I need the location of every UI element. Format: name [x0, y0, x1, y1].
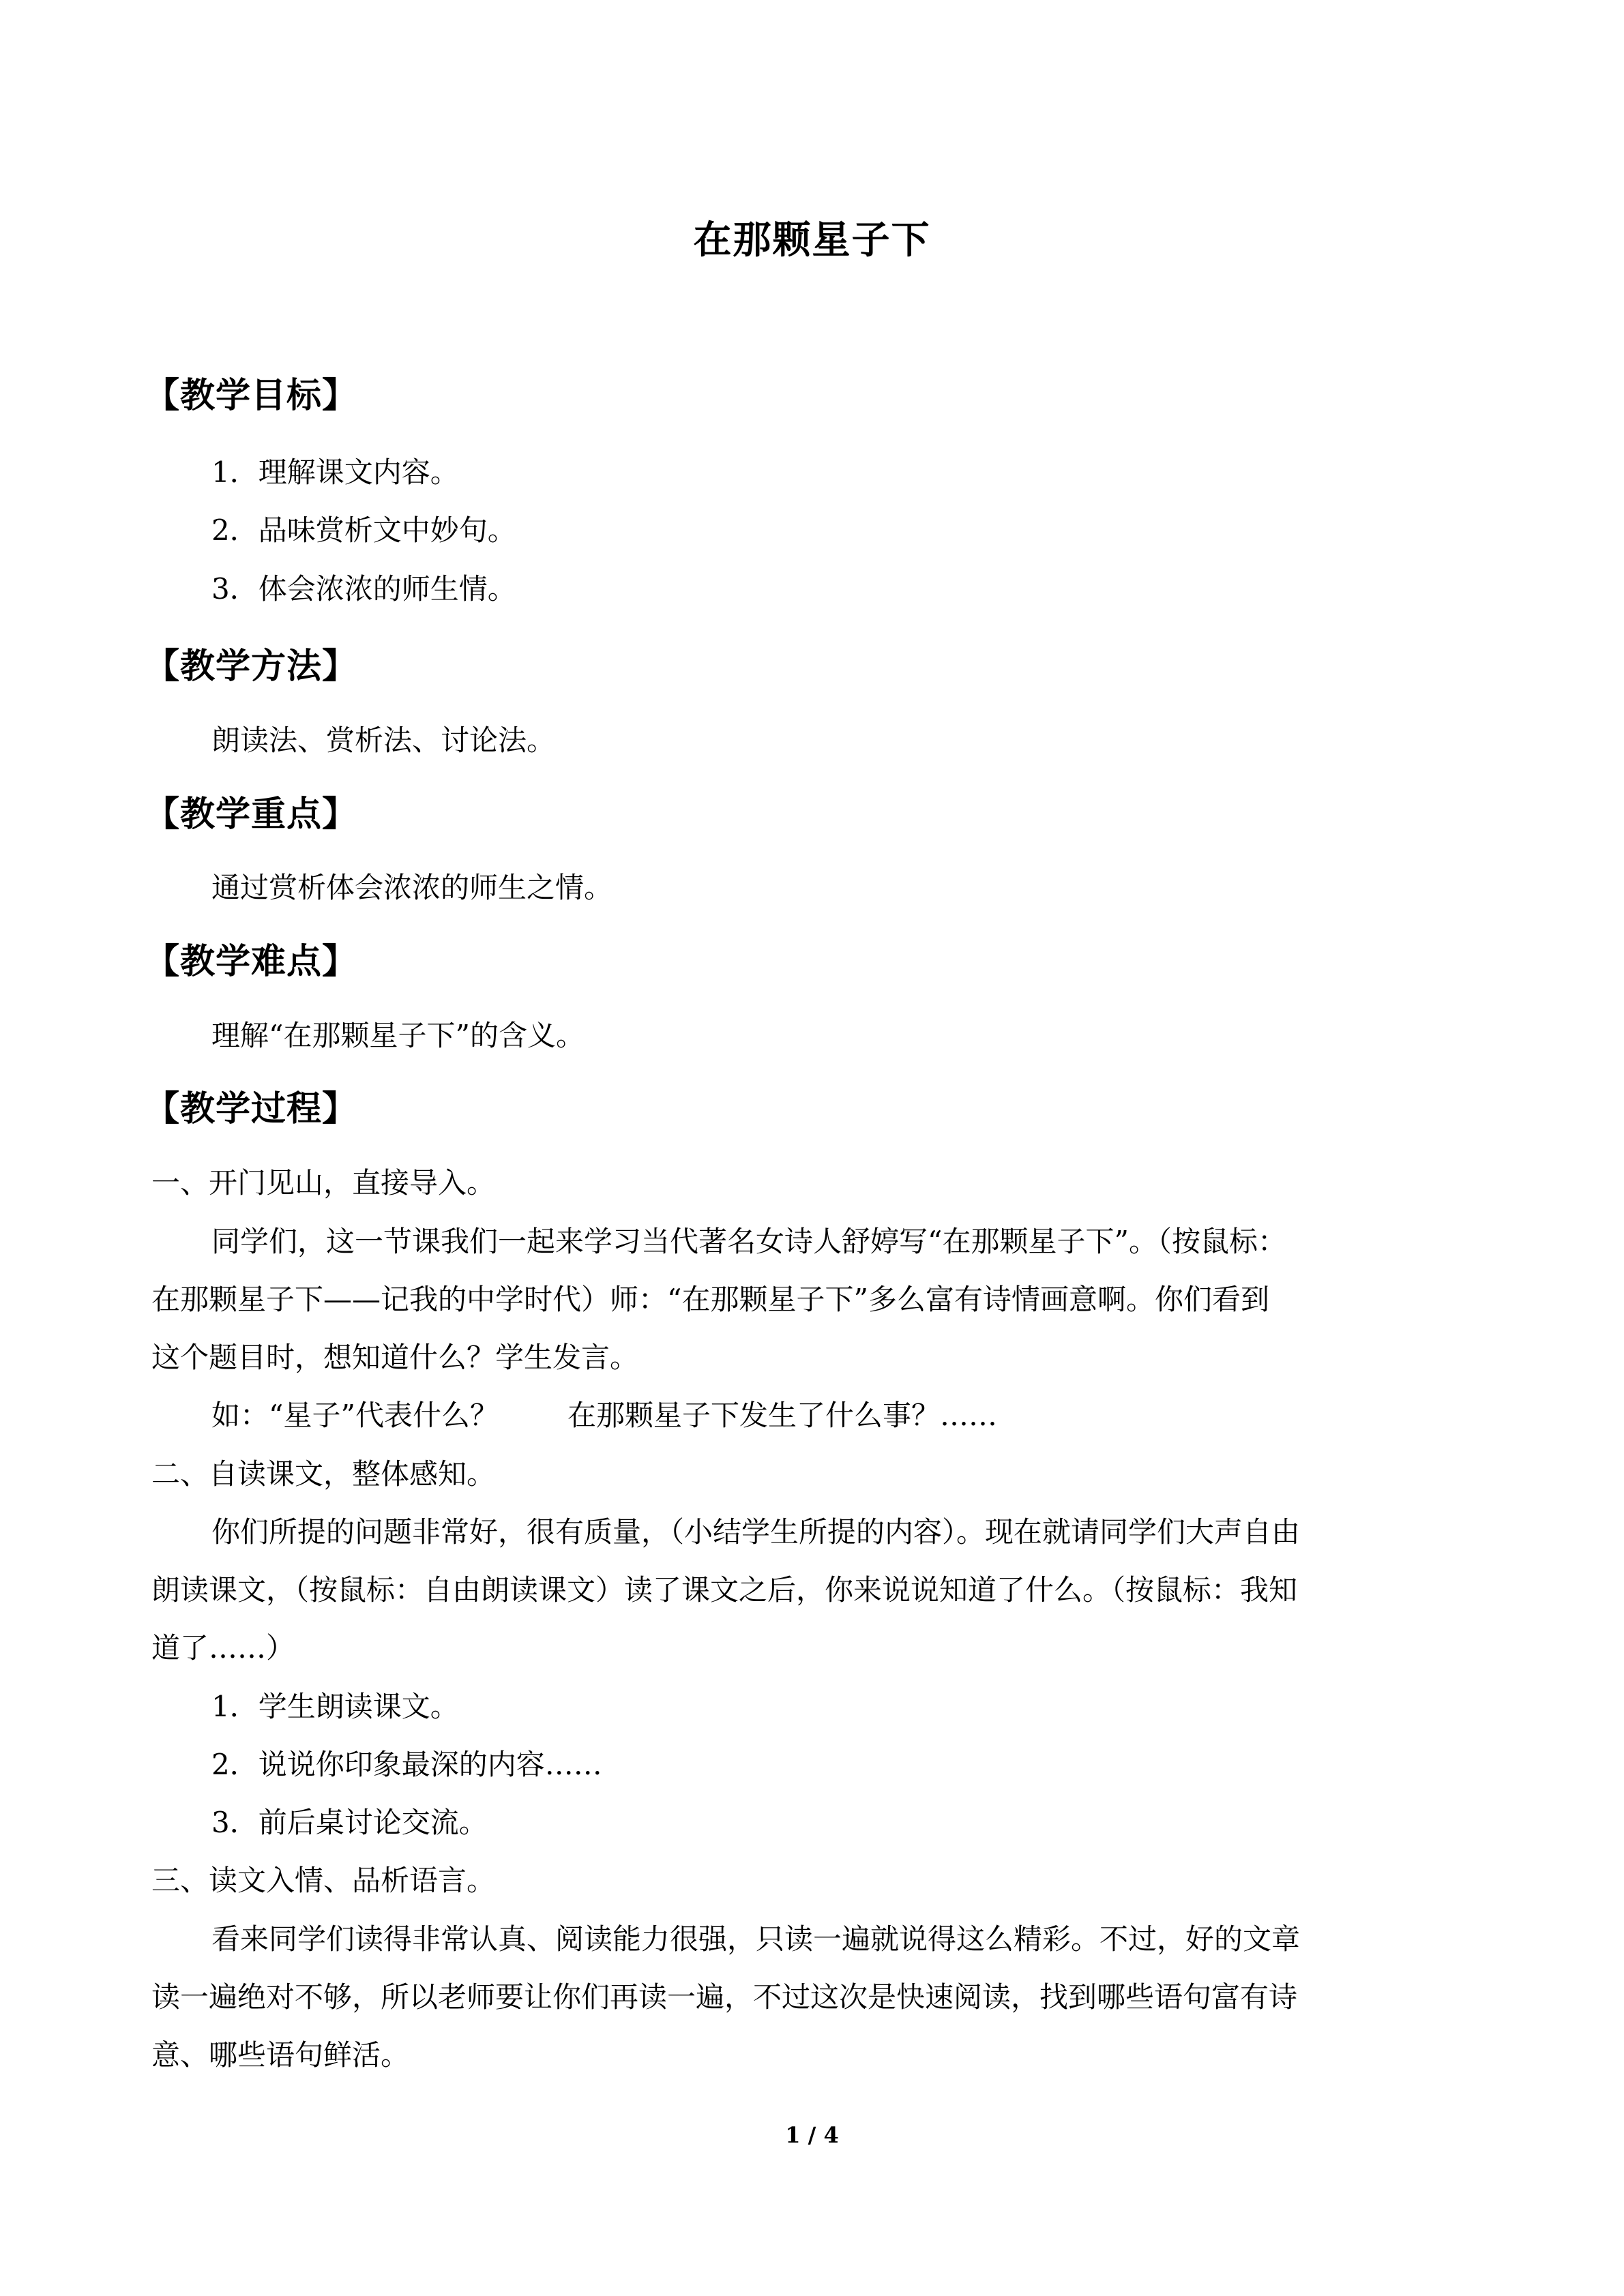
step3-title: 三、读文入情、品析语言。 [151, 1864, 496, 1897]
step2-para-line-3: 道了……） [151, 1631, 295, 1665]
heading-teaching-goals: 【教学目标】 [145, 376, 358, 416]
document-title: 在那颗星子下 [693, 218, 931, 263]
step1-para-line-3: 这个题目时，想知道什么？学生发言。 [151, 1341, 639, 1374]
step2-item-2: 2．说说你印象最深的内容…… [211, 1748, 602, 1781]
step2-title: 二、自读课文，整体感知。 [151, 1457, 496, 1491]
step3-para-line-1: 看来同学们读得非常认真、阅读能力很强，只读一遍就说得这么精彩。不过，好的文章 [211, 1922, 1301, 1956]
heading-difficulties: 【教学难点】 [145, 942, 358, 982]
step1-para-line-1: 同学们，这一节课我们一起来学习当代著名女诗人舒婷写“在那颗星子下”。（按鼠标： [211, 1225, 1286, 1258]
goal-item-2: 2．品味赏析文中妙句。 [211, 513, 516, 547]
step2-item-3: 3．前后桌讨论交流。 [211, 1806, 488, 1839]
step1-example-b: 在那颗星子下发生了什么事？…… [567, 1399, 998, 1432]
heading-teaching-process: 【教学过程】 [145, 1089, 358, 1129]
heading-teaching-methods: 【教学方法】 [145, 646, 358, 687]
step2-para-line-1: 你们所提的问题非常好，很有质量，（小结学生所提的内容）。现在就请同学们大声自由 [211, 1515, 1301, 1549]
step2-para-line-2: 朗读课文，（按鼠标：自由朗读课文）读了课文之后，你来说说知道了什么。（按鼠标：我知 [151, 1573, 1298, 1607]
methods-text: 朗读法、赏析法、讨论法。 [211, 724, 556, 757]
step1-para-line-2: 在那颗星子下——记我的中学时代）师：“在那颗星子下”多么富有诗情画意啊。你们看到 [151, 1283, 1269, 1316]
step3-para-line-2: 读一遍绝对不够，所以老师要让你们再读一遍，不过这次是快速阅读，找到哪些语句富有诗 [151, 1980, 1298, 2014]
step1-title: 一、开门见山，直接导入。 [151, 1166, 496, 1199]
key-points-text: 通过赏析体会浓浓的师生之情。 [211, 871, 613, 904]
goal-item-1: 1．理解课文内容。 [211, 456, 459, 489]
step3-para-line-3: 意、哪些语句鲜活。 [151, 2038, 410, 2072]
step2-item-1: 1．学生朗读课文。 [211, 1690, 459, 1723]
page-number: 1 / 4 [785, 2122, 839, 2148]
goal-item-3: 3．体会浓浓的师生情。 [211, 572, 516, 606]
step1-example-a: 如：“星子”代表什么？ [211, 1399, 499, 1432]
difficulties-text: 理解“在那颗星子下”的含义。 [211, 1019, 585, 1052]
heading-key-points: 【教学重点】 [145, 794, 358, 835]
